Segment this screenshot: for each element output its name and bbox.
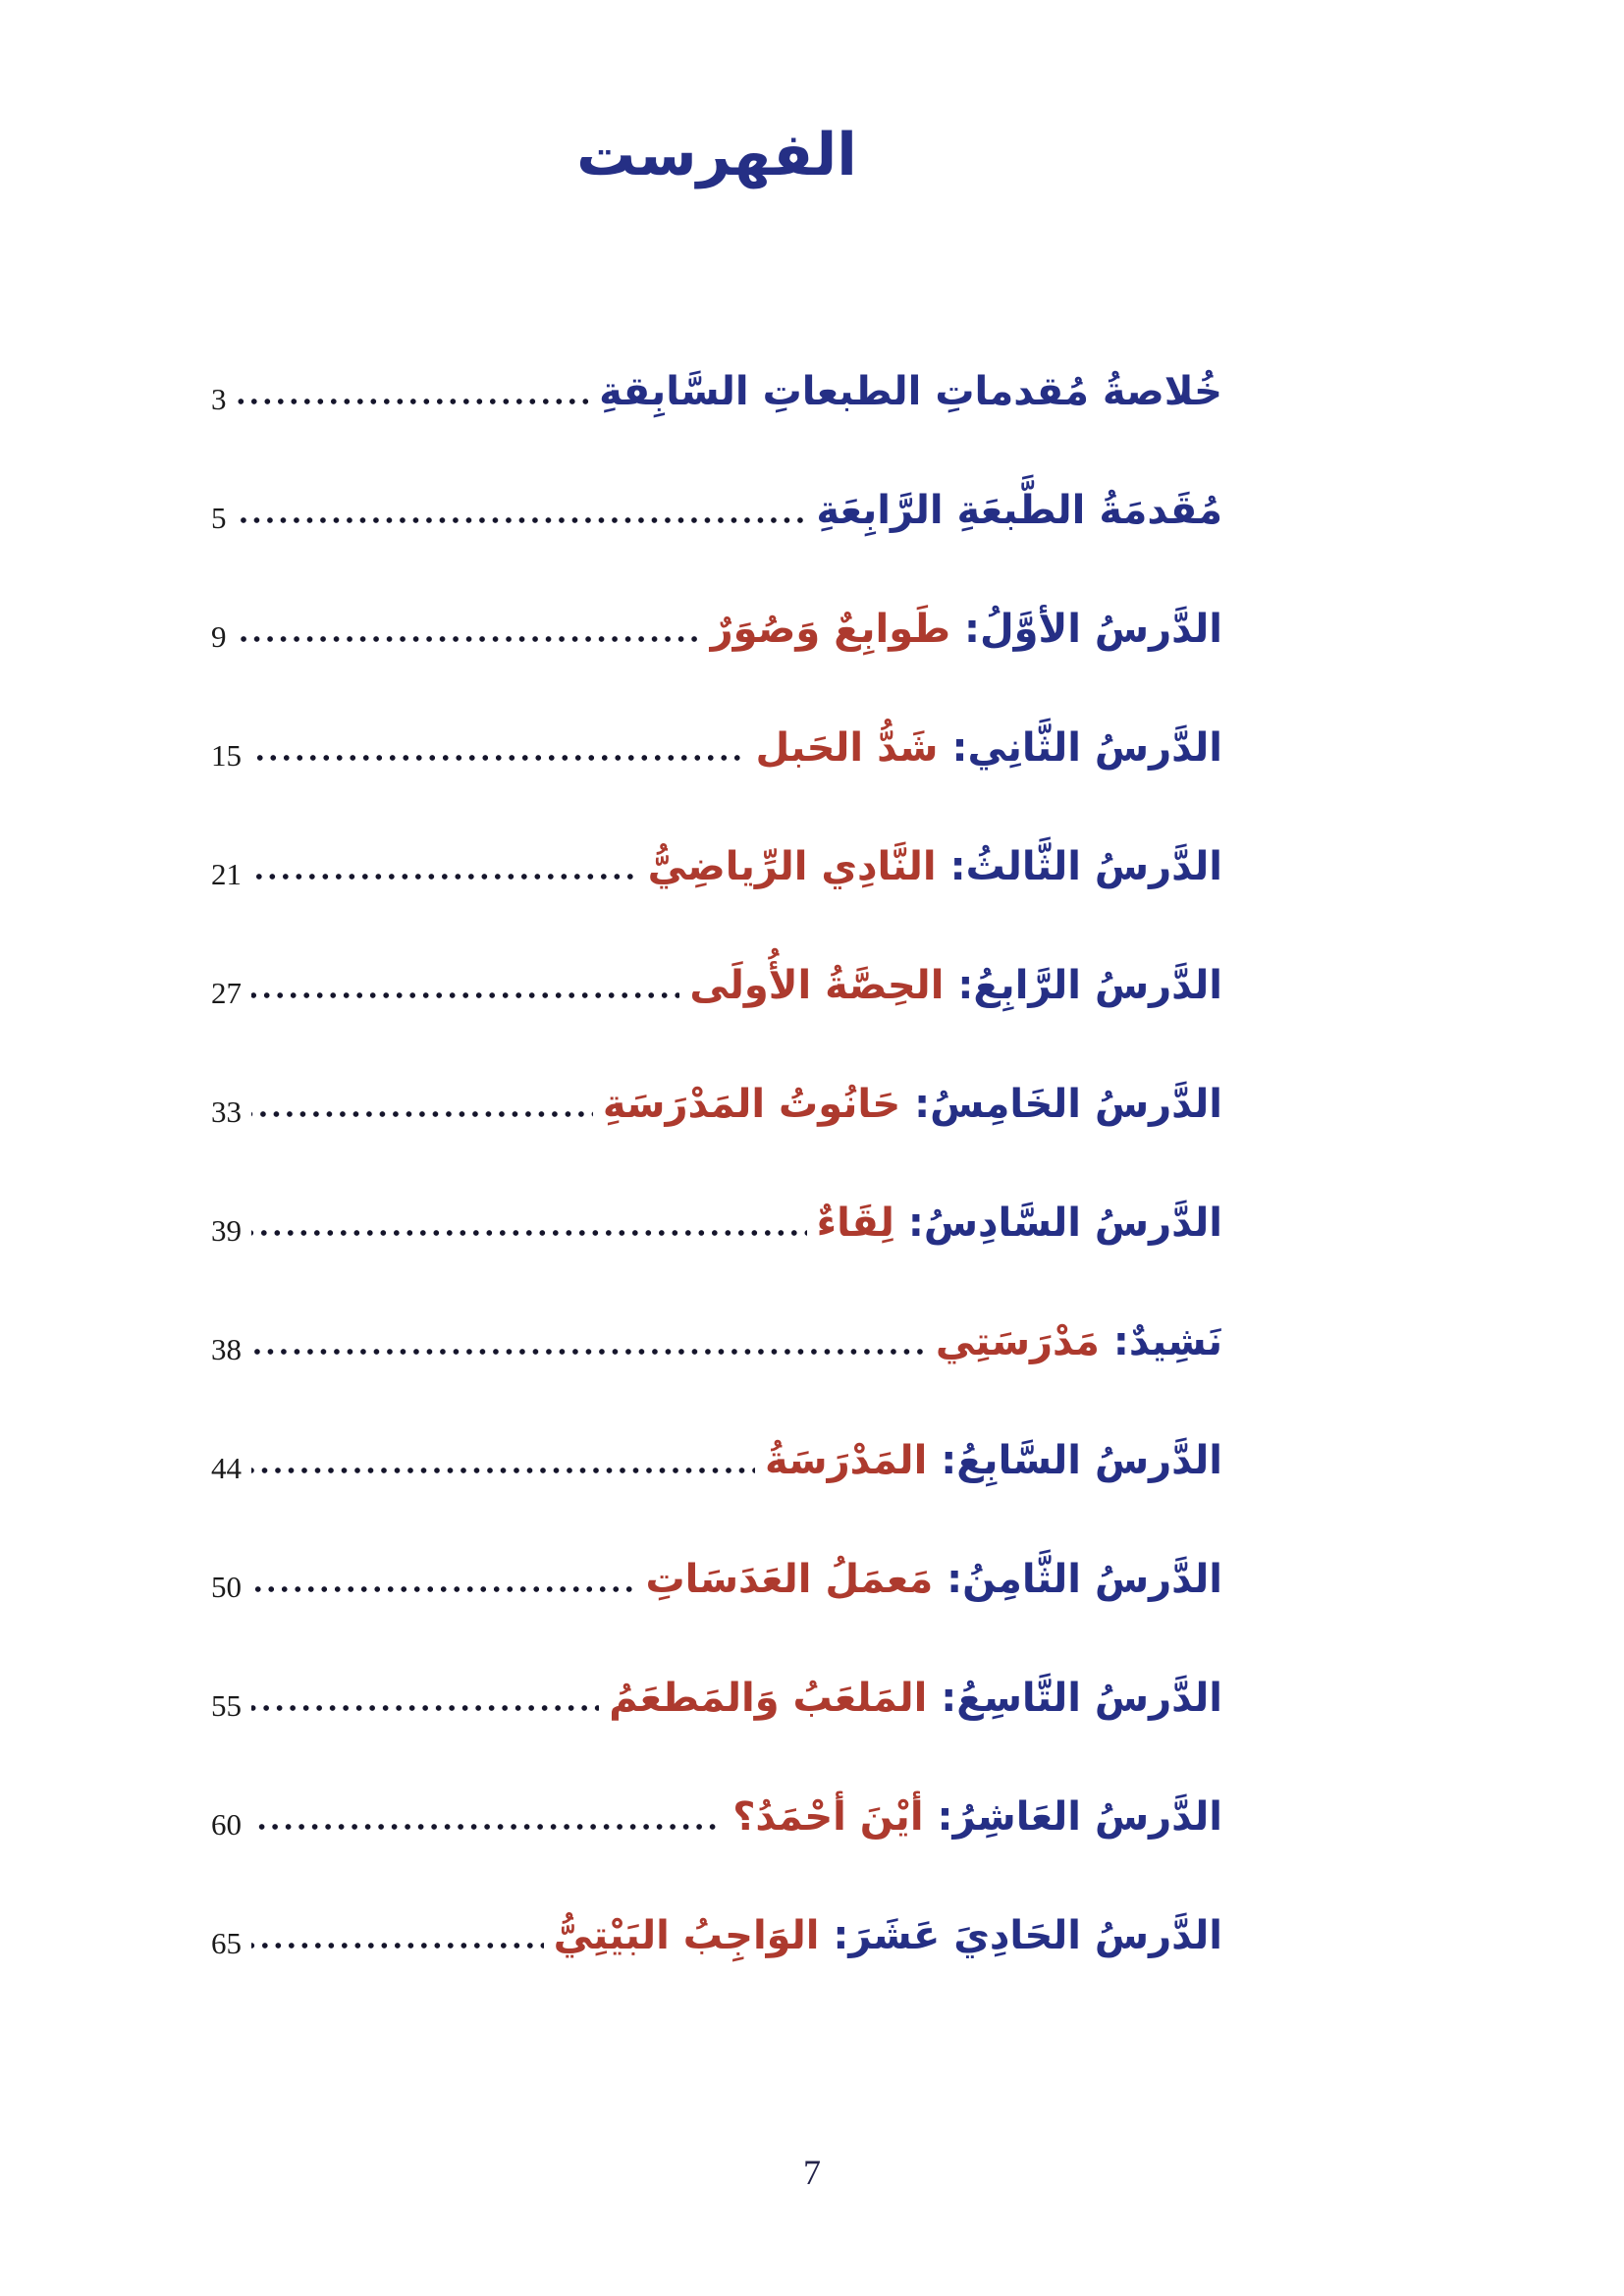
- entry-lesson-label: مُقَدمَةُ الطَّبعَةِ الرَّابِعَةِ: [816, 487, 1222, 533]
- entry-lesson-label: الدَّرسُ الثَّالثُ:: [936, 843, 1222, 889]
- entry-lesson-label: الدَّرسُ التَّاسِعُ:: [927, 1675, 1222, 1721]
- entry-topic-label: الوَاجِبُ البَيْتِيُّ: [553, 1912, 820, 1958]
- entry-title: [689, 948, 1222, 1023]
- toc-entry: [211, 1282, 1222, 1401]
- toc-entry: [211, 1876, 1222, 1995]
- entry-topic-label: المَلعَبُ وَالمَطعَمُ: [609, 1675, 928, 1721]
- entry-page-number: 50: [211, 1569, 242, 1604]
- dotted-leader: [251, 1226, 807, 1240]
- table-of-contents: [211, 214, 1222, 1995]
- entry-page-number: 15: [211, 737, 242, 773]
- entry-title: [554, 1898, 1222, 1973]
- entry-topic-label: شَدُّ الحَبل: [755, 724, 939, 771]
- toc-entry: [211, 807, 1222, 926]
- entry-lesson-label: الدَّرسُ العَاشِرُ:: [923, 1793, 1222, 1840]
- toc-entry: [211, 1163, 1222, 1282]
- toc-entry: [211, 451, 1222, 569]
- entry-lesson-label: الدَّرسُ الرَّابِعُ:: [944, 962, 1222, 1008]
- entry-page-number: 21: [211, 856, 242, 891]
- entry-title: [599, 354, 1222, 429]
- entry-title: [609, 1661, 1222, 1735]
- entry-page-number: 5: [211, 500, 227, 535]
- entry-topic-label: النَّادِي الرِّياضِيُّ: [647, 843, 937, 889]
- entry-title: [603, 1067, 1222, 1142]
- dotted-leader: [251, 1701, 599, 1715]
- dotted-leader: [251, 870, 638, 883]
- entry-topic-label: طَوابِعٌ وَصُوَرٌ: [710, 606, 951, 652]
- toc-entry: [211, 1520, 1222, 1638]
- entry-topic-label: مَعمَلُ العَدَسَاتِ: [645, 1556, 934, 1602]
- entry-lesson-label: نَشِيدٌ:: [1099, 1318, 1222, 1364]
- entry-lesson-label: الدَّرسُ الثَّانِي:: [938, 724, 1222, 771]
- dotted-leader: [251, 1820, 723, 1834]
- toc-entry: [211, 1401, 1222, 1520]
- entry-lesson-label: الدَّرسُ الأوَّلُ:: [950, 606, 1222, 652]
- toc-entry: [211, 1044, 1222, 1163]
- entry-title: [816, 473, 1222, 548]
- entry-page-number: 39: [211, 1212, 242, 1248]
- page-title: الفهرست: [576, 121, 857, 189]
- entry-lesson-label: الدَّرسُ السَّادِسُ:: [893, 1200, 1222, 1246]
- dotted-leader: [251, 988, 679, 1002]
- toc-entry: [211, 1757, 1222, 1876]
- entry-title: [936, 1305, 1222, 1379]
- entry-title: [732, 1780, 1222, 1854]
- toc-entry: [211, 1638, 1222, 1757]
- entry-page-number: 55: [211, 1687, 242, 1723]
- toc-entry: [211, 569, 1222, 688]
- entry-topic-label: المَدْرَسَةُ: [765, 1437, 928, 1483]
- entry-lesson-label: الدَّرسُ الثَّامِنُ:: [933, 1556, 1222, 1602]
- entry-page-number: 60: [211, 1806, 242, 1842]
- entry-lesson-label: الدَّرسُ الخَامِسُ:: [900, 1081, 1222, 1127]
- dotted-leader: [251, 1582, 635, 1596]
- entry-page-number: 65: [211, 1925, 242, 1960]
- entry-page-number: 44: [211, 1450, 242, 1485]
- entry-title: [648, 829, 1222, 904]
- dotted-leader: [237, 395, 590, 408]
- entry-topic-label: مَدْرَسَتِي: [935, 1318, 1100, 1364]
- toc-entry: [211, 332, 1222, 451]
- entry-lesson-label: الدَّرسُ السَّابِعُ:: [927, 1437, 1222, 1483]
- entry-lesson-label: الدَّرسُ الحَادِيَ عَشَرَ:: [819, 1912, 1222, 1958]
- entry-page-number: 3: [211, 381, 227, 416]
- entry-title: [756, 711, 1222, 785]
- dotted-leader: [251, 1107, 593, 1121]
- dotted-leader: [251, 1939, 544, 1952]
- entry-topic-label: لِقَاءٌ: [816, 1200, 894, 1246]
- dotted-leader: [237, 632, 701, 646]
- entry-title: [817, 1186, 1222, 1260]
- entry-topic-label: حَانُوتُ المَدْرَسَةِ: [602, 1081, 901, 1127]
- entry-title: [711, 592, 1222, 667]
- dotted-leader: [237, 513, 807, 527]
- toc-entry: [211, 688, 1222, 807]
- dotted-leader: [251, 1464, 755, 1477]
- entry-page-number: 33: [211, 1094, 242, 1129]
- entry-topic-label: الحِصَّةُ الأُولَى: [689, 962, 945, 1008]
- entry-topic-label: أيْنَ أحْمَدُ؟: [732, 1793, 924, 1840]
- entry-title: [765, 1423, 1222, 1498]
- entry-title: [645, 1542, 1222, 1617]
- entry-page-number: 9: [211, 618, 227, 654]
- dotted-leader: [251, 751, 746, 765]
- entry-page-number: 27: [211, 975, 242, 1010]
- entry-page-number: 38: [211, 1331, 242, 1366]
- footer-page-number: 7: [803, 2153, 821, 2192]
- toc-entry: [211, 926, 1222, 1044]
- entry-lesson-label: خُلاصةُ مُقدماتِ الطبعاتِ السَّابِقةِ: [599, 368, 1222, 414]
- dotted-leader: [251, 1345, 926, 1359]
